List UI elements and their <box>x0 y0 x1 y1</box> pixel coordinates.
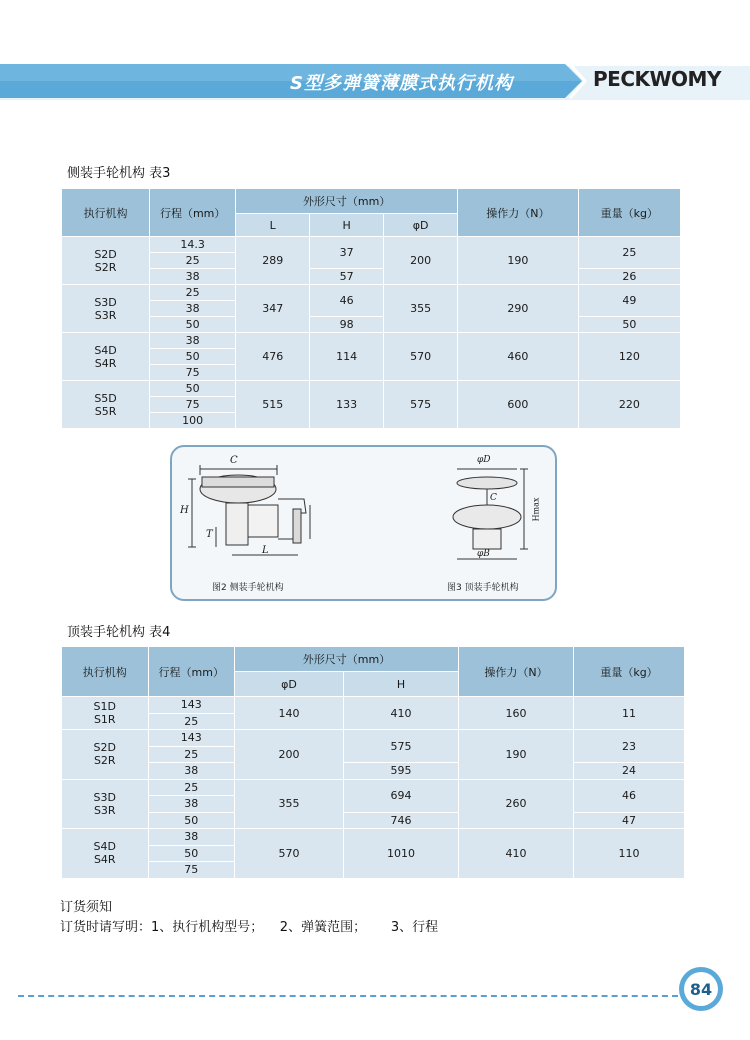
dim-D-label: φD <box>477 455 491 465</box>
H-cell: 410 <box>344 697 458 729</box>
actuator-model-cell: S5D S5R <box>62 381 149 428</box>
actuator-model-cell: S2D S2R <box>62 237 149 284</box>
table-row <box>62 333 680 348</box>
table-row <box>62 697 684 713</box>
D-cell: 570 <box>235 829 343 878</box>
L-cell: 515 <box>236 381 309 428</box>
stroke-cell: 38 <box>150 269 235 284</box>
stroke-cell: 38 <box>150 301 235 316</box>
weight-cell: 46 <box>574 780 684 812</box>
table-row <box>62 381 680 396</box>
header-actuator: 执行机构 <box>62 647 148 696</box>
H-cell: 98 <box>310 317 383 332</box>
header-D: φD <box>384 214 457 236</box>
weight-cell: 110 <box>574 829 684 878</box>
header-force: 操作力（N） <box>459 647 573 696</box>
actuator-model-cell: S1D S1R <box>62 697 148 729</box>
brand-logo: PECKWOMY <box>593 67 721 91</box>
force-cell: 260 <box>459 780 573 829</box>
dim-T-label: T <box>206 529 213 540</box>
D-cell: 575 <box>384 381 457 428</box>
actuator-drawings <box>172 447 555 599</box>
table-row <box>62 285 680 300</box>
dim-C2-label: C <box>490 493 497 503</box>
table-row <box>62 780 684 796</box>
H-cell: 595 <box>344 763 458 779</box>
header-actuator: 执行机构 <box>62 189 149 236</box>
stroke-cell: 50 <box>150 349 235 364</box>
stroke-cell: 25 <box>149 780 235 796</box>
fig3-caption: 图3 顶装手轮机构 <box>447 583 519 593</box>
stroke-cell: 75 <box>149 862 235 878</box>
stroke-cell: 25 <box>150 285 235 300</box>
table-row <box>62 269 680 284</box>
H-cell: 46 <box>310 285 383 316</box>
table-row <box>62 829 684 845</box>
order-notes-line: 订货时请写明：1、执行机构型号； 2、弹簧范围； 3、行程 <box>60 920 439 935</box>
H-cell: 746 <box>344 813 458 829</box>
stroke-cell: 50 <box>150 381 235 396</box>
actuator-model-cell: S4D S4R <box>62 333 149 380</box>
header-weight: 重量（kg） <box>574 647 684 696</box>
dim-B-label: φB <box>477 549 490 559</box>
table-row <box>62 237 680 252</box>
H-cell: 37 <box>310 237 383 268</box>
stroke-cell: 75 <box>150 397 235 412</box>
table-row <box>62 763 684 779</box>
weight-cell: 50 <box>579 317 680 332</box>
header-stroke: 行程（mm） <box>149 647 235 696</box>
header-D: φD <box>235 672 343 696</box>
H-cell: 133 <box>310 381 383 428</box>
weight-cell: 47 <box>574 813 684 829</box>
L-cell: 289 <box>236 237 309 284</box>
header-force: 操作力（N） <box>458 189 578 236</box>
force-cell: 190 <box>459 730 573 779</box>
actuator-model-cell: S2D S2R <box>62 730 148 779</box>
weight-cell: 220 <box>579 381 680 428</box>
stroke-cell: 143 <box>149 730 235 746</box>
table4-caption: 顶装手轮机构 表4 <box>67 625 171 640</box>
header-dims: 外形尺寸（mm） <box>236 189 457 213</box>
table3 <box>61 188 681 429</box>
H-cell: 57 <box>310 269 383 284</box>
stroke-cell: 50 <box>149 813 235 829</box>
force-cell: 600 <box>458 381 578 428</box>
L-cell: 476 <box>236 333 309 380</box>
stroke-cell: 38 <box>149 763 235 779</box>
page-number: 84 <box>689 980 713 999</box>
H-cell: 575 <box>344 730 458 762</box>
D-cell: 355 <box>235 780 343 829</box>
stroke-cell: 143 <box>149 697 235 713</box>
stroke-cell: 75 <box>150 365 235 380</box>
stroke-cell: 38 <box>150 333 235 348</box>
force-cell: 190 <box>458 237 578 284</box>
header-L: L <box>236 214 309 236</box>
weight-cell: 49 <box>579 285 680 316</box>
table-row <box>62 317 680 332</box>
actuator-model-cell: S3D S3R <box>62 285 149 332</box>
force-cell: 160 <box>459 697 573 729</box>
header-weight: 重量（kg） <box>579 189 680 236</box>
weight-cell: 11 <box>574 697 684 729</box>
dim-H-label: H <box>180 505 189 516</box>
D-cell: 200 <box>384 237 457 284</box>
H-cell: 694 <box>344 780 458 812</box>
stroke-cell: 38 <box>149 829 235 845</box>
stroke-cell: 38 <box>149 796 235 812</box>
stroke-cell: 25 <box>150 253 235 268</box>
D-cell: 355 <box>384 285 457 332</box>
dim-L-label: L <box>262 545 269 556</box>
D-cell: 570 <box>384 333 457 380</box>
dim-C-label: C <box>230 455 238 466</box>
header-H: H <box>344 672 458 696</box>
stroke-cell: 50 <box>150 317 235 332</box>
page-title: S型多弹簧薄膜式执行机构 <box>290 73 513 94</box>
table-row <box>62 813 684 829</box>
D-cell: 140 <box>235 697 343 729</box>
stroke-cell: 14.3 <box>150 237 235 252</box>
order-notes-title: 订货须知 <box>60 900 113 915</box>
stroke-cell: 50 <box>149 846 235 862</box>
footer-dashed-line <box>18 995 678 997</box>
stroke-cell: 25 <box>149 714 235 730</box>
table4 <box>61 646 685 879</box>
weight-cell: 26 <box>579 269 680 284</box>
stroke-cell: 100 <box>150 413 235 428</box>
table-row <box>62 730 684 746</box>
weight-cell: 120 <box>579 333 680 380</box>
table3-caption: 侧装手轮机构 表3 <box>67 166 171 181</box>
H-cell: 1010 <box>344 829 458 878</box>
header-stroke: 行程（mm） <box>150 189 235 236</box>
force-cell: 410 <box>459 829 573 878</box>
actuator-model-cell: S4D S4R <box>62 829 148 878</box>
stroke-cell: 25 <box>149 747 235 763</box>
header-H: H <box>310 214 383 236</box>
L-cell: 347 <box>236 285 309 332</box>
force-cell: 290 <box>458 285 578 332</box>
force-cell: 460 <box>458 333 578 380</box>
weight-cell: 24 <box>574 763 684 779</box>
fig2-caption: 图2 侧装手轮机构 <box>212 583 284 593</box>
weight-cell: 25 <box>579 237 680 268</box>
D-cell: 200 <box>235 730 343 779</box>
header-dims: 外形尺寸（mm） <box>235 647 458 671</box>
actuator-model-cell: S3D S3R <box>62 780 148 829</box>
H-cell: 114 <box>310 333 383 380</box>
dim-Hmax-label: Hmax <box>531 497 541 522</box>
figure-box <box>170 445 557 601</box>
weight-cell: 23 <box>574 730 684 762</box>
